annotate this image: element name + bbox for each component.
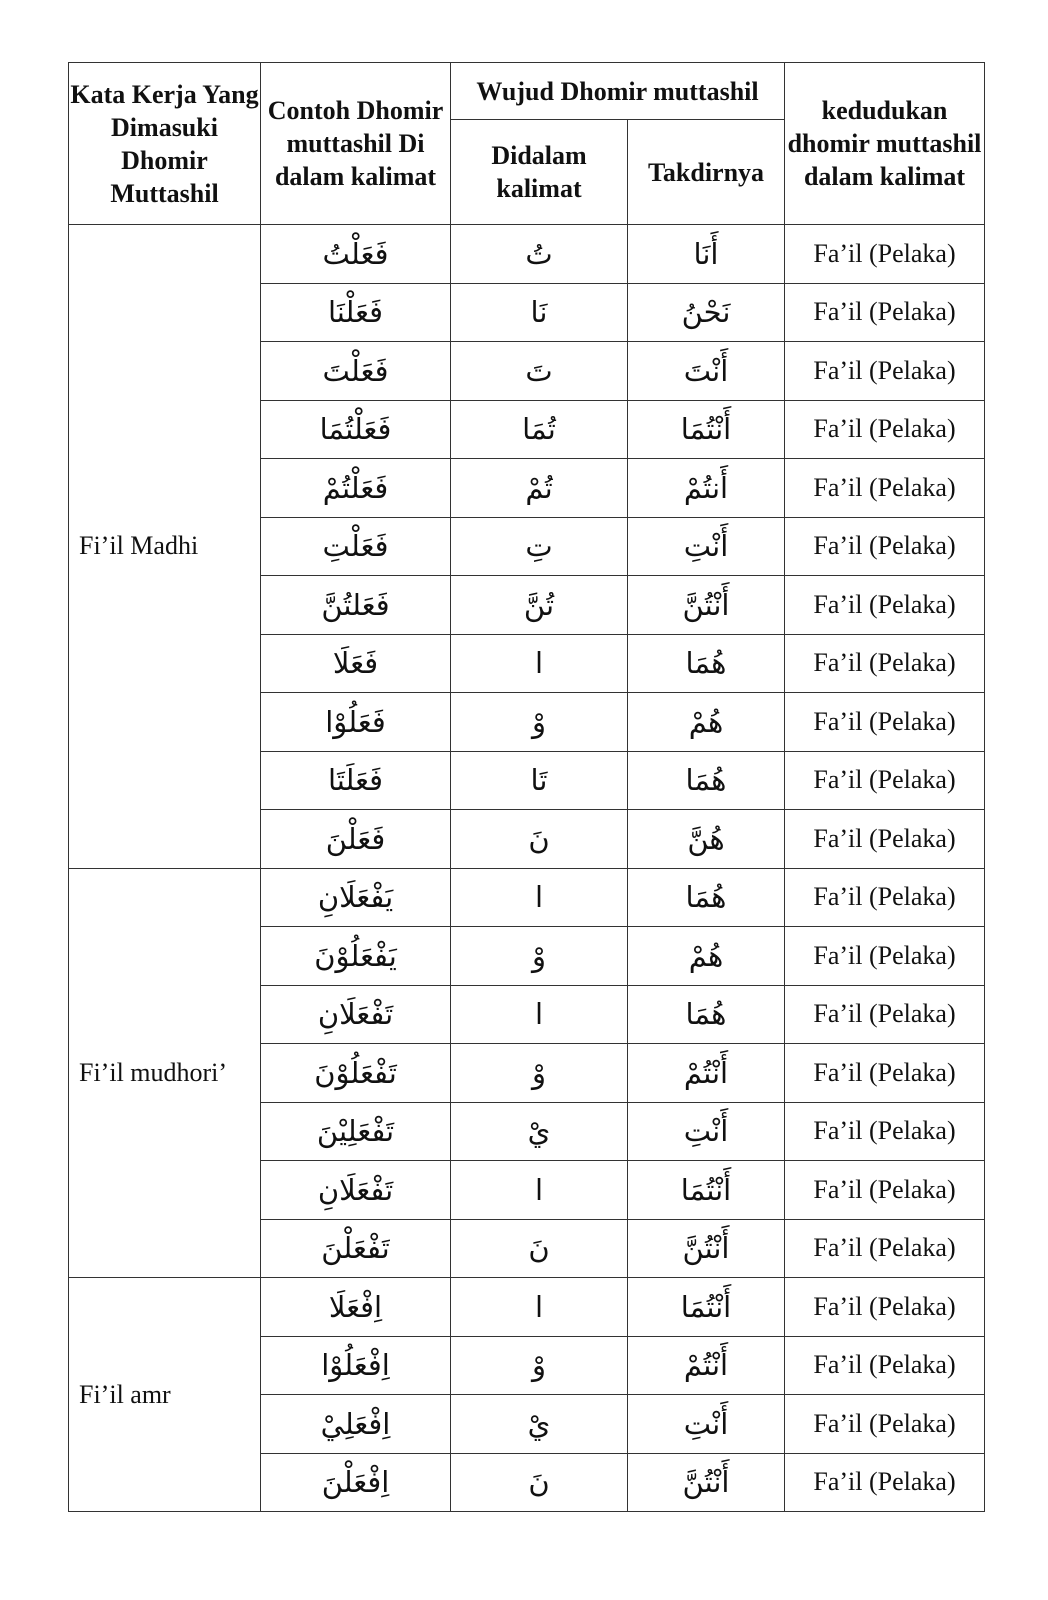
takdir-cell: هُنَّ bbox=[628, 810, 785, 869]
contoh-cell: تَفْعَلُوْنَ bbox=[261, 1044, 451, 1103]
kedudukan-cell: Fa’il (Pelaka) bbox=[785, 283, 985, 342]
contoh-cell: فَعَلْنَا bbox=[261, 283, 451, 342]
header-takdir: Takdirnya bbox=[628, 120, 785, 225]
contoh-cell: فَعَلْنَ bbox=[261, 810, 451, 869]
takdir-cell: أَنْتُنَّ bbox=[628, 1219, 785, 1278]
header-wujud: Wujud Dhomir muttashil bbox=[451, 63, 785, 120]
kedudukan-cell: Fa’il (Pelaka) bbox=[785, 868, 985, 927]
takdir-cell: هُمْ bbox=[628, 927, 785, 986]
didalam-cell: يْ bbox=[451, 1395, 628, 1454]
didalam-cell: تُمْ bbox=[451, 459, 628, 518]
kedudukan-cell: Fa’il (Pelaka) bbox=[785, 400, 985, 459]
didalam-cell: ا bbox=[451, 634, 628, 693]
takdir-cell: أَنْتُنَّ bbox=[628, 576, 785, 635]
kedudukan-cell: Fa’il (Pelaka) bbox=[785, 576, 985, 635]
didalam-cell: وْ bbox=[451, 1336, 628, 1395]
contoh-cell: فَعَلْتَ bbox=[261, 342, 451, 401]
table-row bbox=[69, 868, 985, 927]
kedudukan-cell: Fa’il (Pelaka) bbox=[785, 1219, 985, 1278]
kedudukan-cell: Fa’il (Pelaka) bbox=[785, 693, 985, 752]
takdir-cell: أَنْتَ bbox=[628, 342, 785, 401]
didalam-cell: ا bbox=[451, 868, 628, 927]
didalam-cell: تَ bbox=[451, 342, 628, 401]
contoh-cell: فَعَلْتِ bbox=[261, 517, 451, 576]
didalam-cell: تُنَّ bbox=[451, 576, 628, 635]
didalam-cell: تُ bbox=[451, 225, 628, 284]
didalam-cell: نَ bbox=[451, 1453, 628, 1512]
contoh-cell: فَعَلَتَا bbox=[261, 751, 451, 810]
kedudukan-cell: Fa’il (Pelaka) bbox=[785, 1161, 985, 1220]
header-kedudukan: kedudukan dhomir muttashil dalam kalimat bbox=[785, 63, 985, 225]
kedudukan-cell: Fa’il (Pelaka) bbox=[785, 1278, 985, 1337]
contoh-cell: يَفْعَلُوْنَ bbox=[261, 927, 451, 986]
contoh-cell: تَفْعَلْنَ bbox=[261, 1219, 451, 1278]
kedudukan-cell: Fa’il (Pelaka) bbox=[785, 810, 985, 869]
takdir-cell: أَنْتُمَا bbox=[628, 1278, 785, 1337]
kedudukan-cell: Fa’il (Pelaka) bbox=[785, 1336, 985, 1395]
takdir-cell: أَنْتِ bbox=[628, 1395, 785, 1454]
didalam-cell: يْ bbox=[451, 1102, 628, 1161]
takdir-cell: هُمَا bbox=[628, 634, 785, 693]
contoh-cell: فَعَلتُنَّ bbox=[261, 576, 451, 635]
didalam-cell: ا bbox=[451, 1278, 628, 1337]
didalam-cell: ا bbox=[451, 985, 628, 1044]
header-kata-kerja: Kata Kerja Yang Dimasuki Dhomir Muttashil bbox=[69, 63, 261, 225]
didalam-cell: تَا bbox=[451, 751, 628, 810]
takdir-cell: أَنْتُمَا bbox=[628, 1161, 785, 1220]
kedudukan-cell: Fa’il (Pelaka) bbox=[785, 225, 985, 284]
didalam-cell: تِ bbox=[451, 517, 628, 576]
didalam-cell: وْ bbox=[451, 1044, 628, 1103]
takdir-cell: هُمَا bbox=[628, 868, 785, 927]
contoh-cell: تَفْعَلَانِ bbox=[261, 1161, 451, 1220]
kedudukan-cell: Fa’il (Pelaka) bbox=[785, 342, 985, 401]
kedudukan-cell: Fa’il (Pelaka) bbox=[785, 459, 985, 518]
takdir-cell: أَنْتُمْ bbox=[628, 1336, 785, 1395]
kedudukan-cell: Fa’il (Pelaka) bbox=[785, 1044, 985, 1103]
kedudukan-cell: Fa’il (Pelaka) bbox=[785, 634, 985, 693]
contoh-cell: فَعَلُوْا bbox=[261, 693, 451, 752]
contoh-cell: فَعَلَا bbox=[261, 634, 451, 693]
header-didalam: Didalam kalimat bbox=[451, 120, 628, 225]
didalam-cell: نَ bbox=[451, 810, 628, 869]
kedudukan-cell: Fa’il (Pelaka) bbox=[785, 927, 985, 986]
takdir-cell: أَنْتُمْ bbox=[628, 1044, 785, 1103]
kedudukan-cell: Fa’il (Pelaka) bbox=[785, 1395, 985, 1454]
takdir-cell: هُمَا bbox=[628, 985, 785, 1044]
kedudukan-cell: Fa’il (Pelaka) bbox=[785, 985, 985, 1044]
kedudukan-cell: Fa’il (Pelaka) bbox=[785, 1453, 985, 1512]
takdir-cell: أَنْتِ bbox=[628, 517, 785, 576]
didalam-cell: وْ bbox=[451, 927, 628, 986]
contoh-cell: اِفْعَلَا bbox=[261, 1278, 451, 1337]
contoh-cell: اِفْعَلْنَ bbox=[261, 1453, 451, 1512]
contoh-cell: يَفْعَلَانِ bbox=[261, 868, 451, 927]
didalam-cell: نَا bbox=[451, 283, 628, 342]
takdir-cell: هُمْ bbox=[628, 693, 785, 752]
category-fiil-madhi: Fi’il Madhi bbox=[69, 225, 261, 869]
contoh-cell: اِفْعَلِيْ bbox=[261, 1395, 451, 1454]
contoh-cell: فَعَلْتُ bbox=[261, 225, 451, 284]
takdir-cell: نَحْنُ bbox=[628, 283, 785, 342]
category-fiil-amr: Fi’il amr bbox=[69, 1278, 261, 1512]
takdir-cell: أَنَا bbox=[628, 225, 785, 284]
kedudukan-cell: Fa’il (Pelaka) bbox=[785, 517, 985, 576]
takdir-cell: أَنْتُمَا bbox=[628, 400, 785, 459]
didalam-cell: تُمَا bbox=[451, 400, 628, 459]
contoh-cell: فَعَلْتُمْ bbox=[261, 459, 451, 518]
contoh-cell: تَفْعَلَانِ bbox=[261, 985, 451, 1044]
kedudukan-cell: Fa’il (Pelaka) bbox=[785, 1102, 985, 1161]
didalam-cell: نَ bbox=[451, 1219, 628, 1278]
category-fiil-mudhori: Fi’il mudhori’ bbox=[69, 868, 261, 1278]
takdir-cell: أَنتُمْ bbox=[628, 459, 785, 518]
table-row bbox=[69, 1278, 985, 1337]
takdir-cell: أَنْتِ bbox=[628, 1102, 785, 1161]
contoh-cell: اِفْعَلُوْا bbox=[261, 1336, 451, 1395]
dhomir-muttashil-table bbox=[68, 62, 985, 1512]
takdir-cell: هُمَا bbox=[628, 751, 785, 810]
didalam-cell: ا bbox=[451, 1161, 628, 1220]
takdir-cell: أَنْتُنَّ bbox=[628, 1453, 785, 1512]
kedudukan-cell: Fa’il (Pelaka) bbox=[785, 751, 985, 810]
header-contoh: Contoh Dhomir muttashil Di dalam kalimat bbox=[261, 63, 451, 225]
contoh-cell: فَعَلْتُمَا bbox=[261, 400, 451, 459]
table-row bbox=[69, 225, 985, 284]
contoh-cell: تَفْعَلِيْنَ bbox=[261, 1102, 451, 1161]
didalam-cell: وْ bbox=[451, 693, 628, 752]
